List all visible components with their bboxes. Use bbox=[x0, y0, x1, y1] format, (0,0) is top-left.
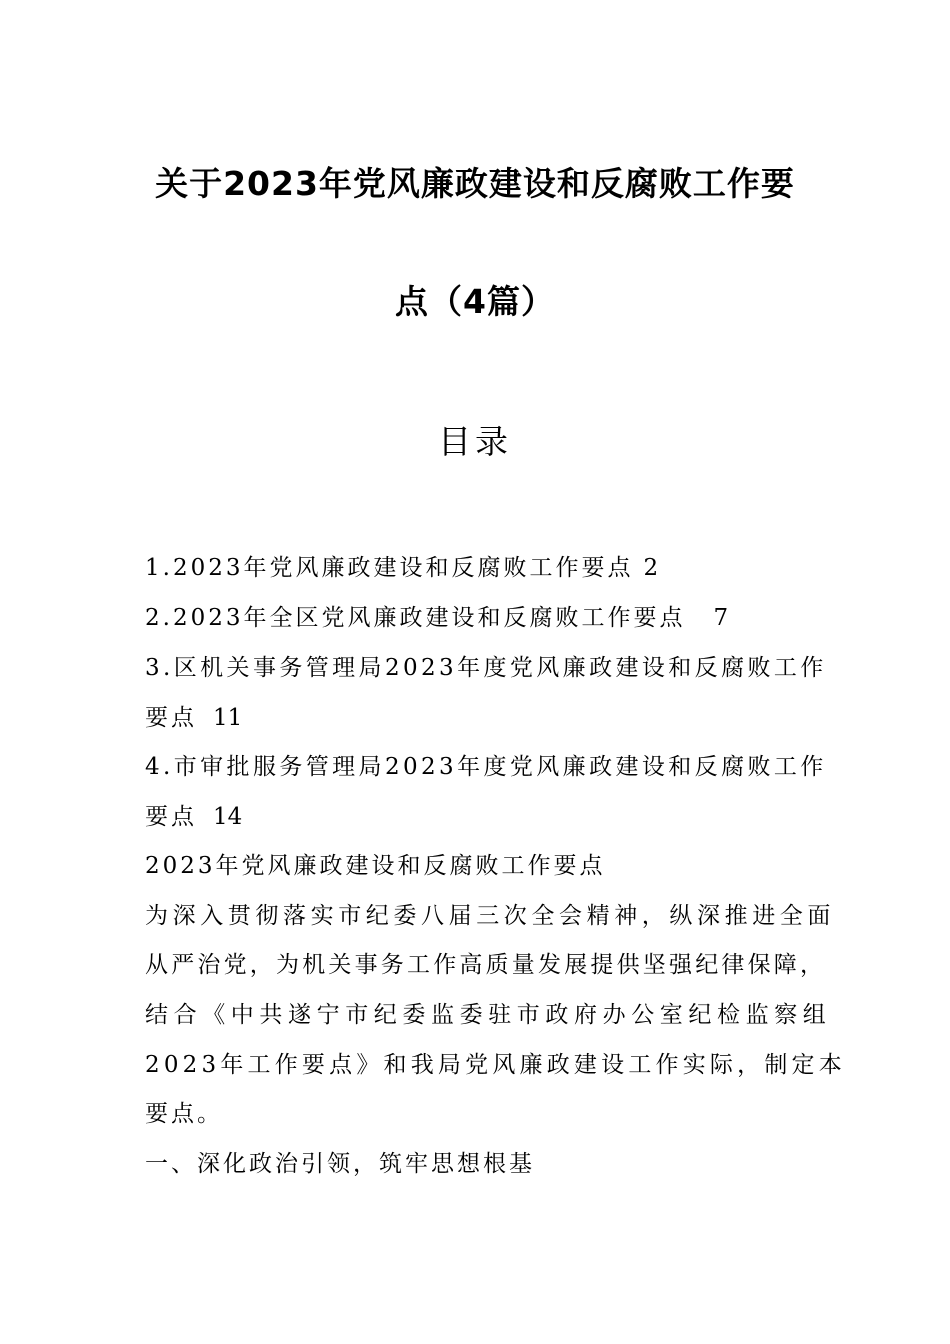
toc-entry-3-text: 要点 bbox=[145, 705, 197, 731]
toc-entry-2-text: 2.2023年全区党风廉政建设和反腐败工作要点 bbox=[145, 605, 686, 631]
toc-entry-3-line-2[interactable] bbox=[145, 703, 242, 733]
toc-entry-4-line-2[interactable] bbox=[145, 802, 242, 832]
toc-entry-4-line-1[interactable]: 4.市审批服务管理局2023年度党风廉政建设和反腐败工作 bbox=[145, 754, 827, 780]
toc-entry-2-page: 7 bbox=[713, 605, 729, 631]
document-title-line-2: 点（4篇） bbox=[395, 282, 555, 321]
toc-entry-4-text: 要点 bbox=[145, 804, 197, 830]
toc-entry-1-page: 2 bbox=[643, 555, 659, 581]
toc-entry-2[interactable] bbox=[145, 603, 728, 633]
intro-line-1: 为深入贯彻落实市纪委八届三次全会精神，纵深推进全面 bbox=[145, 903, 835, 929]
intro-line-5: 要点。 bbox=[145, 1101, 223, 1127]
toc-entry-1[interactable] bbox=[145, 553, 658, 583]
toc-entry-1-text: 1.2023年党风廉政建设和反腐败工作要点 bbox=[145, 555, 634, 581]
toc-entry-3-line-1[interactable]: 3.区机关事务管理局2023年度党风廉政建设和反腐败工作 bbox=[145, 655, 827, 681]
intro-line-4: 2023年工作要点》和我局党风廉政建设工作实际，制定本 bbox=[145, 1052, 846, 1078]
intro-line-2: 从严治党，为机关事务工作高质量发展提供坚强纪律保障， bbox=[145, 952, 827, 978]
document-title-line-1: 关于2023年党风廉政建设和反腐败工作要 bbox=[155, 164, 795, 203]
intro-line-3: 结合《中共遂宁市纪委监委驻市政府办公室纪检监察组 bbox=[145, 1002, 832, 1028]
heading-1: 一、深化政治引领，筑牢思想根基 bbox=[145, 1151, 535, 1177]
toc-heading: 目录 bbox=[438, 422, 512, 461]
toc-entry-3-page: 11 bbox=[213, 705, 243, 731]
toc-entry-4-page: 14 bbox=[213, 804, 243, 830]
section-title: 2023年党风廉政建设和反腐败工作要点 bbox=[145, 853, 606, 879]
